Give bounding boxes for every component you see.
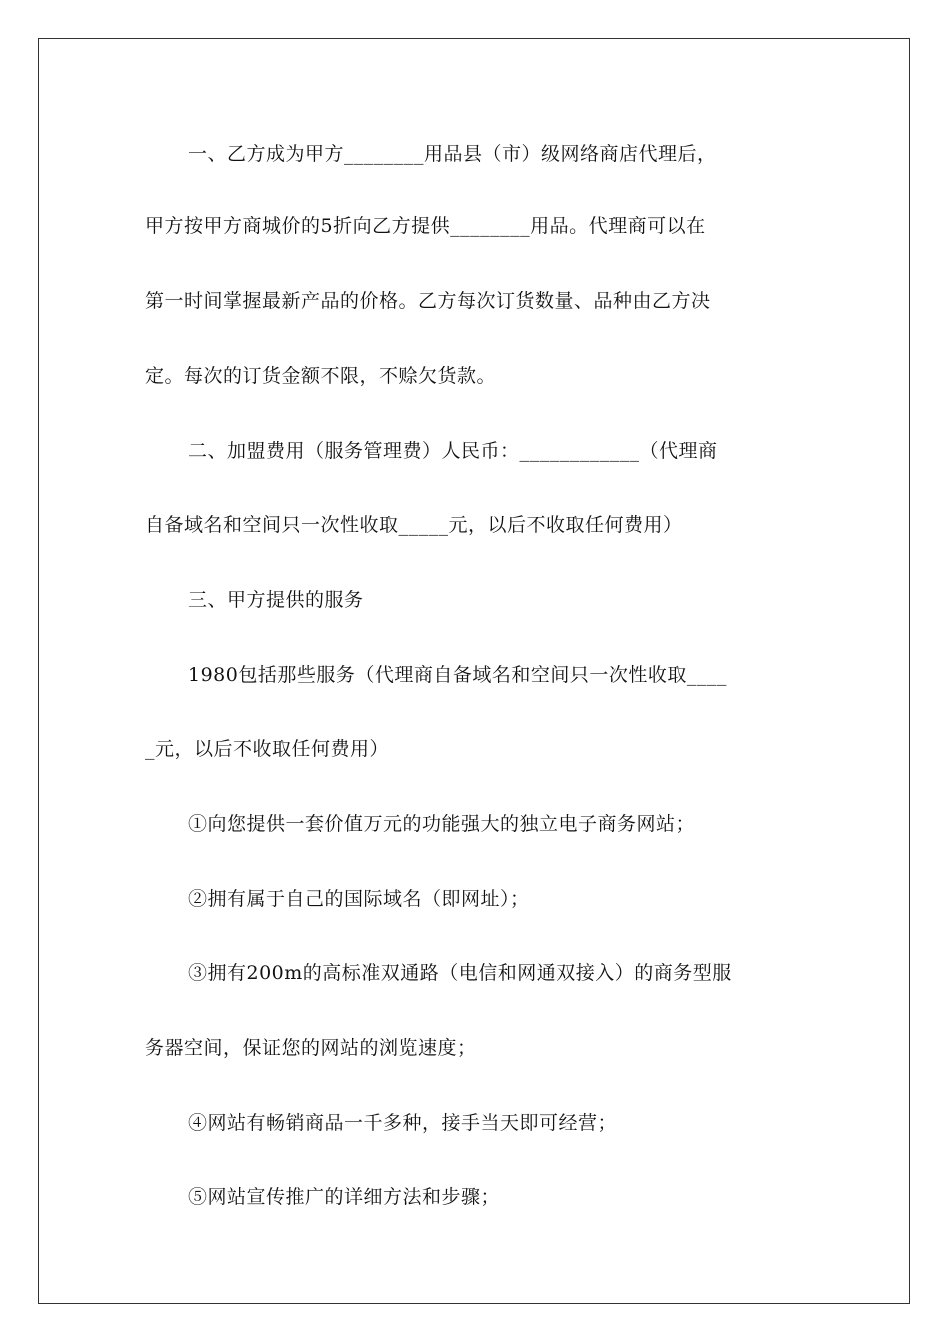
text-line: 务器空间，保证您的网站的浏览速度； (145, 1037, 477, 1059)
section-heading: 三、甲方提供的服务 (188, 589, 364, 611)
list-item: ④网站有畅销商品一千多种，接手当天即可经营； (188, 1112, 618, 1134)
text-line: 自备域名和空间只一次性收取_____元，以后不收取任何费用） (145, 514, 683, 536)
text-line: 甲方按甲方商城价的5折向乙方提供________用品。代理商可以在 (145, 215, 706, 237)
list-item: ③拥有200m的高标准双通路（电信和网通双接入）的商务型服 (188, 962, 732, 984)
text-line: _元，以后不收取任何费用） (145, 738, 390, 760)
text-line: 第一时间掌握最新产品的价格。乙方每次订货数量、品种由乙方决 (145, 290, 711, 312)
text-line: 二、加盟费用（服务管理费）人民币：____________（代理商 (188, 440, 718, 462)
text-line: 1980包括那些服务（代理商自备域名和空间只一次性收取____ (188, 664, 727, 686)
list-item: ⑤网站宣传推广的详细方法和步骤； (188, 1186, 501, 1208)
list-item: ②拥有属于自己的国际域名（即网址）； (188, 888, 530, 910)
list-item: ①向您提供一套价值万元的功能强大的独立电子商务网站； (188, 813, 696, 835)
text-line: 一、乙方成为甲方________用品县（市）级网络商店代理后， (188, 143, 717, 165)
text-line: 定。每次的订货金额不限，不赊欠货款。 (145, 365, 497, 387)
